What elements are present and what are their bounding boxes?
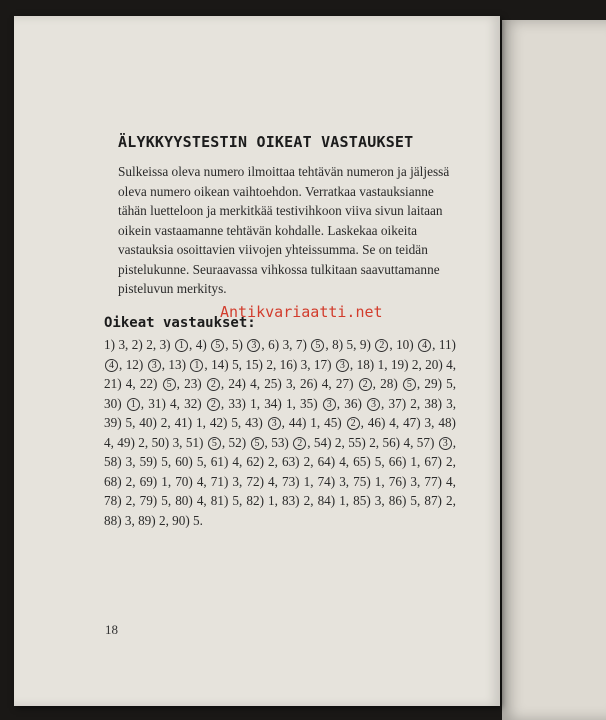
- answer-number: 24): [228, 376, 251, 391]
- answer-value: 5: [211, 339, 224, 352]
- answer-item: 9) 2 ,: [359, 337, 397, 352]
- answer-item: 46) 4,: [367, 415, 404, 430]
- answer-value: 3: [148, 359, 161, 372]
- answer-item: 32) 2 ,: [184, 395, 229, 411]
- answer-value: 1: [303, 473, 311, 489]
- answer-number: 28): [380, 376, 402, 391]
- answer-number: 58): [104, 454, 126, 469]
- answer-value: 2: [334, 434, 342, 450]
- answer-value: 2: [158, 512, 166, 528]
- answer-value: 4: [125, 376, 133, 391]
- answer-item: 47) 3,: [403, 415, 439, 430]
- answer-value: 2: [303, 454, 311, 469]
- answer-value: 3: [247, 339, 260, 352]
- answer-number: 75): [353, 473, 375, 489]
- answer-value: 3: [323, 398, 336, 411]
- answer-number: 17): [313, 356, 335, 372]
- answer-value: 1: [268, 493, 275, 508]
- answer-item: 41) 1,: [174, 415, 210, 430]
- answer-item: 55) 2,: [348, 434, 383, 450]
- answer-value: 4: [389, 415, 396, 430]
- page-number: 18: [105, 622, 118, 637]
- answer-value: 5: [410, 493, 417, 508]
- answer-value: 3: [124, 512, 132, 528]
- answer-value: 3: [282, 337, 290, 352]
- answer-value: 1: [310, 415, 317, 430]
- answer-value: 1: [410, 454, 417, 469]
- answer-value: 5: [161, 493, 168, 508]
- answer-number: 18): [356, 356, 378, 372]
- answer-item: 78) 2,: [104, 493, 140, 508]
- answer-value: 5: [125, 415, 133, 430]
- answer-item: 57) 3 ,: [416, 434, 457, 450]
- answer-number: 50): [151, 434, 173, 450]
- answer-item: 37) 2,: [388, 395, 425, 411]
- answer-item: 13) 1 ,: [168, 356, 212, 372]
- answer-number: 72): [246, 473, 269, 489]
- answer-number: 61): [210, 454, 233, 469]
- answer-value: 2: [445, 454, 453, 469]
- answer-value: 1: [285, 395, 293, 411]
- answer-number: 15): [245, 356, 267, 372]
- page-title: ÄLYKKYYSTESTIN OIKEAT VASTAUKSET: [118, 133, 414, 151]
- answer-value: 4: [268, 473, 275, 489]
- answer-item: 2) 2,: [131, 337, 160, 352]
- answer-number: 34): [264, 395, 286, 411]
- answer-item: 54) 2,: [313, 434, 349, 450]
- answer-number: 27): [335, 376, 358, 391]
- answer-item: 61) 4,: [210, 454, 247, 469]
- answer-number: 26): [300, 376, 322, 391]
- answer-item: 64) 4,: [317, 454, 354, 469]
- answer-number: 73): [281, 473, 304, 489]
- answer-number: 65): [353, 454, 375, 469]
- answer-value: 4: [170, 395, 177, 411]
- answer-value: 3: [424, 415, 432, 430]
- answer-item: 53) 2 ,: [271, 434, 314, 450]
- answer-value: 2: [207, 378, 220, 391]
- answer-number: 62): [246, 454, 269, 469]
- answer-number: 67): [424, 454, 446, 469]
- answer-value: 3: [410, 473, 417, 489]
- answer-item: 24) 4,: [228, 376, 265, 391]
- answer-item: 66) 1,: [388, 454, 425, 469]
- answer-item: 40) 2,: [139, 415, 175, 430]
- answer-value: 2: [125, 493, 133, 508]
- answer-value: 5: [374, 454, 382, 469]
- answer-number: 30): [104, 395, 126, 411]
- answer-value: 4: [105, 359, 118, 372]
- answer-value: 4: [250, 376, 257, 391]
- answer-item: 3) 1 ,: [159, 337, 196, 352]
- answer-number: 22): [139, 376, 162, 391]
- answer-value: 5: [161, 454, 168, 469]
- answer-item: 28) 5 ,: [380, 376, 425, 391]
- answer-item: 87) 2,: [424, 493, 456, 508]
- answer-number: 8): [332, 337, 347, 352]
- answer-value: 5: [346, 337, 354, 352]
- answer-number: 60): [175, 454, 197, 469]
- answer-item: 77) 4,: [424, 473, 456, 489]
- answer-number: 5): [231, 337, 247, 352]
- answer-value: 5: [196, 454, 204, 469]
- answers-list: [104, 335, 456, 530]
- answer-item: 34) 1,: [264, 395, 301, 411]
- answer-number: 52): [228, 434, 250, 450]
- answer-number: 80): [175, 493, 197, 508]
- answer-item: 1) 3,: [104, 337, 132, 352]
- answer-item: 25) 3,: [264, 376, 301, 391]
- answer-item: 80) 4,: [175, 493, 211, 508]
- answer-value: 1: [374, 473, 382, 489]
- answer-value: 4: [196, 473, 204, 489]
- answer-number: 71): [210, 473, 233, 489]
- answer-number: 55): [348, 434, 370, 450]
- answer-item: 21) 4,: [104, 376, 140, 391]
- answer-number: 88): [104, 512, 125, 528]
- answer-item: 26) 4,: [300, 376, 336, 391]
- answer-value: 3: [285, 376, 293, 391]
- answer-value: 3: [336, 359, 349, 372]
- answer-number: 9): [359, 337, 375, 352]
- answer-number: 46): [367, 415, 390, 430]
- answer-item: 43) 3 ,: [245, 415, 289, 430]
- answer-item: 4) 5 ,: [195, 337, 232, 352]
- answer-item: 85) 3,: [353, 493, 389, 508]
- answer-value: 4: [232, 454, 240, 469]
- answer-item: 39) 5,: [104, 415, 140, 430]
- answer-number: 20): [425, 356, 447, 372]
- answer-value: 1: [127, 398, 140, 411]
- answer-number: 53): [271, 434, 293, 450]
- answer-number: 32): [184, 395, 206, 411]
- answer-number: 79): [139, 493, 162, 508]
- answer-number: 38): [424, 395, 447, 411]
- answer-number: 6): [268, 337, 283, 352]
- answer-value: 4: [403, 434, 411, 450]
- answer-number: 41): [174, 415, 197, 430]
- answer-number: 49): [117, 434, 139, 450]
- answer-item: 36) 3 ,: [344, 395, 389, 411]
- answer-item: 15) 2,: [245, 356, 280, 372]
- answer-item: 75) 1,: [353, 473, 389, 489]
- answer-value: 3: [446, 395, 453, 411]
- answer-value: 5: [193, 512, 200, 528]
- answer-number: 29): [424, 376, 447, 391]
- answer-value: 5: [446, 376, 453, 391]
- answer-number: 10): [396, 337, 418, 352]
- answer-number: 19): [390, 356, 412, 372]
- answer-value: 2: [146, 337, 153, 352]
- answer-value: 5: [311, 339, 324, 352]
- answer-number: 35): [300, 395, 322, 411]
- answer-number: 77): [424, 473, 446, 489]
- answer-item: 90) 5.: [172, 512, 203, 528]
- answer-number: 84): [317, 493, 340, 508]
- answer-item: 83) 2,: [281, 493, 318, 508]
- answers-heading: Oikeat vastaukset:: [104, 315, 256, 331]
- answer-value: 1: [250, 395, 257, 411]
- answer-item: 63) 2,: [281, 454, 318, 469]
- answer-item: 30) 1 ,: [104, 395, 149, 411]
- answer-value: 3: [300, 356, 308, 372]
- answer-value: 1: [377, 356, 385, 372]
- answer-item: 72) 4,: [246, 473, 282, 489]
- answer-value: 5: [403, 378, 416, 391]
- answer-number: 83): [281, 493, 304, 508]
- answer-number: 86): [388, 493, 411, 508]
- answer-item: 59) 5,: [139, 454, 176, 469]
- answer-item: 74) 3,: [317, 473, 354, 489]
- answer-value: 1: [161, 473, 168, 489]
- answer-value: 4: [446, 356, 453, 372]
- answer-value: 2: [125, 473, 133, 489]
- answer-item: 73) 1,: [281, 473, 318, 489]
- answer-item: 19) 2,: [390, 356, 426, 372]
- answer-number: 70): [175, 473, 197, 489]
- answer-number: 2): [131, 337, 147, 352]
- answer-item: 84) 1,: [317, 493, 354, 508]
- answer-value: 1: [190, 359, 203, 372]
- answer-number: 21): [104, 376, 126, 391]
- answer-value: 3: [374, 493, 382, 508]
- answer-number: 11): [438, 337, 456, 352]
- answer-value: 4: [104, 434, 111, 450]
- answer-number: 78): [104, 493, 126, 508]
- answer-value: 5: [208, 437, 221, 450]
- answer-value: 3: [125, 454, 133, 469]
- answer-item: 35) 3 ,: [300, 395, 345, 411]
- answer-value: 5: [232, 493, 240, 508]
- answer-value: 5: [251, 437, 264, 450]
- answer-value: 4: [321, 376, 329, 391]
- answer-item: 79) 5,: [139, 493, 176, 508]
- answer-value: 4: [445, 473, 453, 489]
- answer-number: 43): [245, 415, 267, 430]
- answer-value: 4: [339, 454, 346, 469]
- answer-number: 4): [195, 337, 211, 352]
- answer-item: 33) 1,: [228, 395, 265, 411]
- answer-value: 3: [232, 473, 240, 489]
- answer-item: 18) 1,: [356, 356, 391, 372]
- answer-item: 17) 3 ,: [313, 356, 357, 372]
- answer-number: 44): [288, 415, 311, 430]
- answer-item: 67) 2,: [424, 454, 456, 469]
- answer-value: 2: [207, 398, 220, 411]
- answer-number: 74): [317, 473, 340, 489]
- answer-item: 70) 4,: [175, 473, 211, 489]
- answer-item: 71) 3,: [210, 473, 247, 489]
- answer-value: 2: [268, 454, 275, 469]
- answer-item: 69) 1,: [139, 473, 176, 489]
- answer-value: 3: [268, 417, 281, 430]
- answer-item: 14) 5,: [211, 356, 246, 372]
- answer-number: 42): [209, 415, 232, 430]
- answer-value: 2: [375, 339, 388, 352]
- answer-item: 58) 3,: [104, 454, 140, 469]
- answer-number: 37): [388, 395, 411, 411]
- answer-item: 16) 3,: [279, 356, 314, 372]
- answer-value: 4: [418, 339, 431, 352]
- answer-number: 69): [139, 473, 162, 489]
- answer-number: 45): [324, 415, 346, 430]
- answer-item: 68) 2,: [104, 473, 140, 489]
- answer-item: 50) 3,: [151, 434, 186, 450]
- answer-item: 5) 3 ,: [231, 337, 269, 352]
- answer-number: 87): [424, 493, 446, 508]
- answer-value: 1: [175, 339, 188, 352]
- answer-item: 44) 1,: [288, 415, 325, 430]
- answer-value: 3: [367, 398, 380, 411]
- answer-number: 68): [104, 473, 126, 489]
- answer-item: 88) 3,: [104, 512, 139, 528]
- watermark: Antikvariaatti.net: [220, 303, 383, 321]
- answer-number: 64): [317, 454, 340, 469]
- answer-number: 66): [388, 454, 411, 469]
- answer-item: 56) 4,: [382, 434, 417, 450]
- answer-value: 2: [138, 434, 145, 450]
- answer-value: 2: [359, 378, 372, 391]
- answer-item: 7) 5 ,: [295, 337, 333, 352]
- answer-value: 2: [303, 493, 311, 508]
- answer-item: 65) 5,: [353, 454, 389, 469]
- answer-item: 29) 5,: [424, 376, 457, 391]
- answer-number: 51): [185, 434, 207, 450]
- answer-item: 81) 5,: [210, 493, 247, 508]
- answer-value: 2: [160, 415, 168, 430]
- answer-number: 25): [264, 376, 286, 391]
- answer-number: 40): [139, 415, 161, 430]
- answer-value: 2: [293, 437, 306, 450]
- answer-value: 2: [369, 434, 376, 450]
- answer-item: 62) 2,: [246, 454, 282, 469]
- answer-item: 45) 2 ,: [324, 415, 368, 430]
- answer-number: 90): [172, 512, 194, 528]
- answer-number: 14): [211, 356, 233, 372]
- answer-number: 3): [159, 337, 174, 352]
- answer-value: 5: [163, 378, 176, 391]
- answer-value: 2: [411, 356, 419, 372]
- answer-item: 76) 3,: [388, 473, 425, 489]
- answer-number: 47): [403, 415, 425, 430]
- answer-value: 3: [439, 437, 452, 450]
- intro-paragraph: [118, 162, 458, 299]
- answer-value: 2: [266, 356, 273, 372]
- answer-number: 36): [344, 395, 367, 411]
- answer-value: 1: [339, 493, 346, 508]
- answer-value: 5: [231, 415, 238, 430]
- answer-item: 49) 2,: [117, 434, 152, 450]
- answer-item: 52) 5 ,: [228, 434, 272, 450]
- answer-item: 11) 4 ,: [104, 337, 456, 372]
- answer-item: 31) 4,: [148, 395, 185, 411]
- answer-number: 85): [353, 493, 375, 508]
- answer-value: 3: [172, 434, 180, 450]
- answer-number: 1): [104, 337, 119, 352]
- answer-item: 23) 2 ,: [184, 376, 229, 391]
- answer-item: 42) 5,: [209, 415, 246, 430]
- answer-item: 51) 5 ,: [185, 434, 229, 450]
- answer-item: 10) 4 ,: [396, 337, 439, 352]
- answer-item: 89) 2,: [138, 512, 173, 528]
- answer-number: 76): [388, 473, 411, 489]
- answer-item: 82) 1,: [246, 493, 282, 508]
- answer-item: 27) 2 ,: [335, 376, 381, 391]
- answer-item: 22) 5 ,: [139, 376, 185, 391]
- answer-value: 2: [347, 417, 360, 430]
- answer-value: 1: [196, 415, 203, 430]
- answer-number: 13): [168, 356, 190, 372]
- answer-item: 60) 5,: [175, 454, 211, 469]
- answer-value: 5: [232, 356, 239, 372]
- answer-value: 3: [339, 473, 346, 489]
- answer-number: 63): [281, 454, 304, 469]
- answer-number: 7): [295, 337, 311, 352]
- answer-item: 38) 3,: [424, 395, 457, 411]
- answer-number: 89): [138, 512, 159, 528]
- answer-value: 4: [196, 493, 204, 508]
- answer-number: 48): [438, 415, 456, 430]
- answer-item: 48) 4,: [104, 415, 456, 450]
- answer-number: 33): [228, 395, 251, 411]
- answer-value: 2: [410, 395, 417, 411]
- answer-number: 31): [148, 395, 171, 411]
- answer-number: 16): [279, 356, 301, 372]
- intro-text: Sulkeissa oleva numero ilmoittaa tehtävän numeron ja jäljessä oleva numero oikean vaihtoehdon. Verratkaa vastauksianne tähän luetteloon ja merkitkää testivihkoon viiva sivun laitaan oikein vastaamanne tehtävän kohdalle. Laskekaa oikeita vastauksia osoittavien viivojen yhteissumma. Se on teidän pistelukunne. Seuraavassa vihkossa tulkitaan saavuttamanne pisteluvun merkitys.: [118, 164, 450, 296]
- answer-number: 59): [139, 454, 162, 469]
- answer-value: 3: [118, 337, 126, 352]
- answer-item: 8) 5,: [332, 337, 360, 352]
- adjacent-page: [502, 20, 606, 720]
- answer-number: 12): [125, 356, 147, 372]
- answer-item: 20) 4,: [425, 356, 457, 372]
- answer-number: 57): [416, 434, 438, 450]
- answer-item: 6) 3,: [268, 337, 296, 352]
- answer-item: 12) 3 ,: [125, 356, 169, 372]
- answer-number: 23): [184, 376, 206, 391]
- answer-number: 39): [104, 415, 126, 430]
- answer-number: 56): [382, 434, 404, 450]
- answer-number: 54): [313, 434, 335, 450]
- answer-item: 86) 5,: [388, 493, 425, 508]
- answer-value: 2: [445, 493, 453, 508]
- answer-number: 81): [210, 493, 233, 508]
- answer-number: 82): [246, 493, 269, 508]
